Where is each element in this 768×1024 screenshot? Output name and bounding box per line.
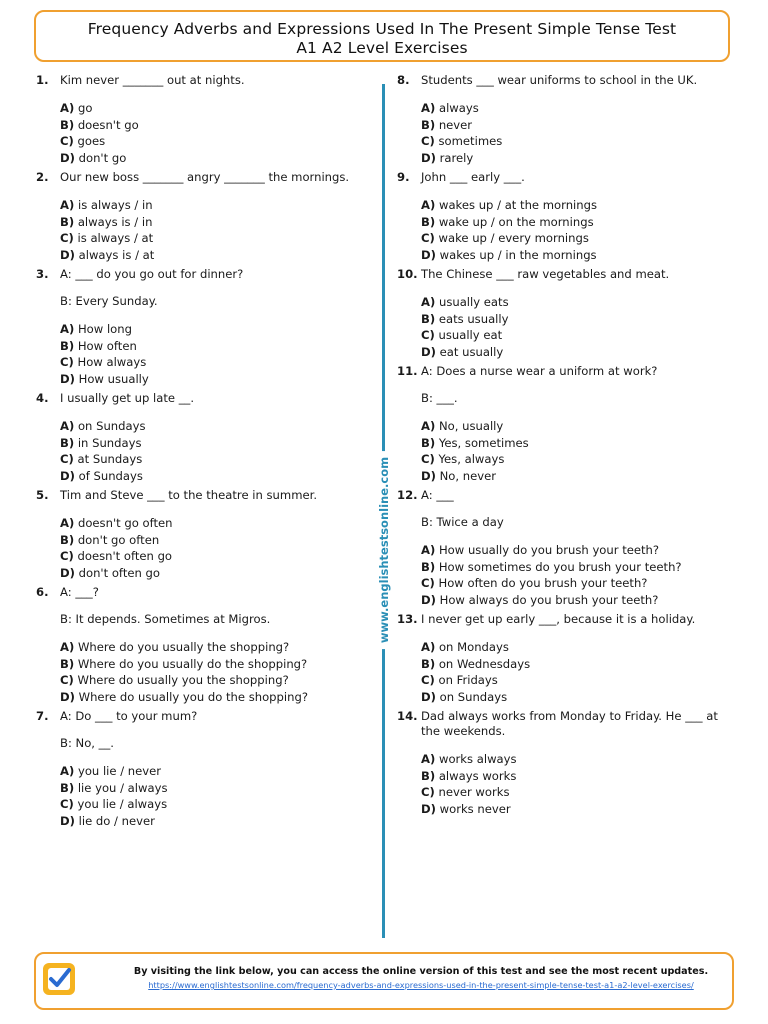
option-letter: C) <box>421 673 435 687</box>
option-letter: D) <box>421 801 436 816</box>
question-dialogue-line: B: ___. <box>421 391 458 405</box>
option-text: rarely <box>439 150 474 165</box>
answer-options <box>421 294 733 360</box>
option-text: wake up / on the mornings <box>438 214 594 229</box>
question-number: 1. <box>36 73 49 87</box>
page-title-line-1: Frequency Adverbs and Expressions Used In The Present Simple Tense Test <box>87 20 677 38</box>
question-item <box>397 170 733 263</box>
option-letter: B) <box>421 656 436 671</box>
question-number: 6. <box>36 585 49 599</box>
option-text: eats usually <box>438 311 509 326</box>
question-item <box>36 488 372 581</box>
watermark-vertical <box>372 456 396 644</box>
answer-option[interactable] <box>421 689 733 706</box>
answer-option[interactable] <box>60 230 372 247</box>
answer-option[interactable] <box>60 548 372 565</box>
answer-option[interactable] <box>60 689 372 706</box>
option-letter: A) <box>421 543 436 557</box>
question-item <box>36 267 372 387</box>
question-text: Our new boss _______ angry _______ the mornings. <box>60 170 350 184</box>
answer-option[interactable] <box>421 311 733 328</box>
option-text: always works <box>438 768 517 783</box>
answer-option[interactable] <box>60 197 372 214</box>
answer-option[interactable] <box>60 515 372 532</box>
option-letter: C) <box>421 452 435 466</box>
answer-options <box>421 197 733 263</box>
option-letter: C) <box>60 355 74 369</box>
question-dialogue-line: B: It depends. Sometimes at Migros. <box>60 612 271 626</box>
option-letter: D) <box>421 247 436 262</box>
option-letter: A) <box>60 516 75 530</box>
option-text: on Mondays <box>438 640 509 654</box>
answer-option[interactable] <box>60 451 372 468</box>
option-letter: C) <box>421 328 435 342</box>
option-letter: B) <box>421 311 436 326</box>
answer-options <box>421 542 733 608</box>
answer-option[interactable] <box>60 639 372 656</box>
option-text: doesn't go often <box>77 516 173 530</box>
question-item <box>397 267 733 360</box>
answer-option[interactable] <box>421 592 733 609</box>
question-item <box>397 364 733 484</box>
option-text: How usually <box>78 371 149 386</box>
answer-option[interactable] <box>60 247 372 264</box>
answer-option[interactable] <box>421 230 733 247</box>
page-title-line-2: A1 A2 Level Exercises <box>296 39 468 57</box>
option-text: on Sundays <box>439 689 508 704</box>
question-number: 4. <box>36 391 49 405</box>
question-dialogue-line: B: Twice a day <box>421 515 504 529</box>
question-text: A: ___ <box>421 488 454 502</box>
answer-option[interactable] <box>421 768 733 785</box>
answer-options <box>60 100 372 166</box>
option-letter: A) <box>421 198 436 212</box>
option-letter: B) <box>421 214 436 229</box>
option-letter: D) <box>421 592 436 607</box>
answer-option[interactable] <box>421 559 733 576</box>
question-text: I usually get up late __. <box>60 391 195 405</box>
option-text: on Fridays <box>438 673 498 687</box>
option-text: goes <box>77 134 106 148</box>
option-text: Yes, always <box>438 452 505 466</box>
question-item <box>36 391 372 484</box>
question-text: Tim and Steve ___ to the theatre in summer. <box>60 488 318 502</box>
answer-option[interactable] <box>60 418 372 435</box>
option-letter: B) <box>421 559 436 574</box>
option-text: works always <box>438 752 517 766</box>
option-text: Where do usually you do the shopping? <box>78 689 308 704</box>
title-box <box>34 10 730 62</box>
option-text: always is / in <box>77 214 153 229</box>
answer-option[interactable] <box>421 327 733 344</box>
answer-option[interactable] <box>421 214 733 231</box>
option-text: How sometimes do you brush your teeth? <box>438 559 682 574</box>
question-number: 14. <box>397 709 418 723</box>
option-text: sometimes <box>438 134 503 148</box>
question-text: Students ___ wear uniforms to school in the UK. <box>421 73 698 87</box>
answer-options <box>421 751 733 817</box>
answer-option[interactable] <box>421 639 733 656</box>
option-text: don't go often <box>77 532 160 547</box>
watermark-text: www.englishtestsonline.com <box>377 451 391 649</box>
option-text: always is / at <box>78 247 155 262</box>
answer-options <box>60 321 372 387</box>
option-letter: C) <box>421 231 435 245</box>
option-text: wakes up / at the mornings <box>438 198 598 212</box>
questions-column-right <box>397 73 733 821</box>
answer-option[interactable] <box>60 338 372 355</box>
answer-option[interactable] <box>60 321 372 338</box>
question-text: Kim never _______ out at nights. <box>60 73 245 87</box>
option-text: you lie / always <box>77 797 168 811</box>
option-text: Yes, sometimes <box>438 435 529 450</box>
question-item <box>397 73 733 166</box>
option-letter: A) <box>421 419 436 433</box>
option-letter: D) <box>60 150 75 165</box>
option-text: wake up / every mornings <box>438 231 589 245</box>
answer-option[interactable] <box>421 801 733 818</box>
question-text: I never get up early ___, because it is a holiday. <box>421 612 696 626</box>
option-letter: A) <box>60 322 75 336</box>
question-text: A: ___? <box>60 585 99 599</box>
question-number: 11. <box>397 364 418 378</box>
answer-option[interactable] <box>421 435 733 452</box>
question-number: 10. <box>397 267 418 281</box>
answer-option[interactable] <box>60 435 372 452</box>
option-letter: B) <box>60 338 75 353</box>
answer-option[interactable] <box>60 813 372 830</box>
option-text: Where do usually you the shopping? <box>77 673 289 687</box>
option-letter: D) <box>60 565 75 580</box>
answer-option[interactable] <box>60 150 372 167</box>
question-number: 3. <box>36 267 49 281</box>
footer-box <box>34 952 734 1010</box>
answer-option[interactable] <box>60 656 372 673</box>
question-number: 8. <box>397 73 410 87</box>
option-text: How always do you brush your teeth? <box>439 592 659 607</box>
checkbox-logo-icon <box>42 962 76 996</box>
option-text: in Sundays <box>77 435 142 450</box>
option-text: How usually do you brush your teeth? <box>438 543 660 557</box>
option-letter: A) <box>421 752 436 766</box>
question-number: 2. <box>36 170 49 184</box>
question-item <box>36 709 372 829</box>
answer-option[interactable] <box>60 117 372 134</box>
answer-option[interactable] <box>421 468 733 485</box>
option-letter: A) <box>60 640 75 654</box>
option-letter: B) <box>60 214 75 229</box>
option-text: works never <box>439 801 511 816</box>
answer-options <box>60 639 372 705</box>
option-text: eat usually <box>439 344 504 359</box>
option-letter: A) <box>421 640 436 654</box>
option-letter: A) <box>60 101 75 115</box>
answer-option[interactable] <box>60 371 372 388</box>
answer-option[interactable] <box>60 763 372 780</box>
option-letter: C) <box>60 231 74 245</box>
question-item <box>397 709 733 817</box>
option-letter: B) <box>60 117 75 132</box>
answer-option[interactable] <box>421 575 733 592</box>
question-text: A: Do ___ to your mum? <box>60 709 198 723</box>
option-letter: C) <box>60 673 74 687</box>
option-letter: C) <box>60 549 74 563</box>
option-text: How often do you brush your teeth? <box>438 576 648 590</box>
option-letter: B) <box>60 532 75 547</box>
option-text: is always / at <box>77 231 154 245</box>
option-text: of Sundays <box>78 468 143 483</box>
answer-option[interactable] <box>421 100 733 117</box>
option-text: never works <box>438 785 510 799</box>
footer-message: By visiting the link below, you can access the online version of this test and see the most recent updates. <box>133 966 709 977</box>
option-text: wakes up / in the mornings <box>439 247 597 262</box>
option-letter: A) <box>60 198 75 212</box>
option-letter: B) <box>421 435 436 450</box>
question-item <box>36 170 372 263</box>
option-letter: C) <box>60 452 74 466</box>
question-number: 13. <box>397 612 418 626</box>
option-text: at Sundays <box>77 452 143 466</box>
option-text: No, never <box>439 468 497 483</box>
option-letter: A) <box>421 101 436 115</box>
answer-option[interactable] <box>60 780 372 797</box>
option-letter: A) <box>60 419 75 433</box>
answer-option[interactable] <box>421 294 733 311</box>
answer-option[interactable] <box>421 117 733 134</box>
option-letter: C) <box>60 797 74 811</box>
question-item <box>36 585 372 705</box>
option-text: How long <box>77 322 132 336</box>
option-text: usually eats <box>438 295 509 309</box>
answer-options <box>60 197 372 263</box>
option-letter: C) <box>421 785 435 799</box>
question-number: 12. <box>397 488 418 502</box>
answer-options <box>421 639 733 705</box>
answer-option[interactable] <box>421 133 733 150</box>
option-text: doesn't go <box>77 117 139 132</box>
answer-option[interactable] <box>60 796 372 813</box>
option-letter: C) <box>60 134 74 148</box>
option-letter: D) <box>421 468 436 483</box>
option-text: on Wednesdays <box>438 656 531 671</box>
option-letter: D) <box>60 689 75 704</box>
option-text: go <box>77 101 93 115</box>
answer-options <box>60 418 372 484</box>
answer-option[interactable] <box>421 150 733 167</box>
option-letter: B) <box>421 768 436 783</box>
option-letter: D) <box>421 344 436 359</box>
option-text: lie you / always <box>77 780 168 795</box>
option-text: usually eat <box>438 328 503 342</box>
answer-option[interactable] <box>60 468 372 485</box>
question-dialogue-line: B: Every Sunday. <box>60 294 158 308</box>
option-letter: D) <box>60 247 75 262</box>
option-letter: C) <box>421 134 435 148</box>
questions-column-left <box>36 73 372 833</box>
answer-option[interactable] <box>60 214 372 231</box>
footer-link[interactable]: https://www.englishtestsonline.com/frequency-adverbs-and-expressions-used-in-the-present-simple-tense-test-a1-a2-level-exercises/ <box>148 980 694 990</box>
option-letter: A) <box>421 295 436 309</box>
option-text: you lie / never <box>77 764 162 778</box>
option-letter: B) <box>60 656 75 671</box>
question-number: 7. <box>36 709 49 723</box>
option-text: on Sundays <box>77 419 146 433</box>
option-letter: B) <box>60 435 75 450</box>
answer-options <box>421 100 733 166</box>
answer-option[interactable] <box>421 247 733 264</box>
option-text: is always / in <box>77 198 153 212</box>
option-letter: B) <box>60 780 75 795</box>
option-letter: C) <box>421 576 435 590</box>
option-text: never <box>438 117 473 132</box>
answer-options <box>421 418 733 484</box>
option-text: How always <box>77 355 147 369</box>
option-letter: D) <box>421 150 436 165</box>
answer-option[interactable] <box>421 784 733 801</box>
answer-option[interactable] <box>60 565 372 582</box>
question-item <box>36 73 372 166</box>
answer-option[interactable] <box>421 656 733 673</box>
option-letter: D) <box>60 371 75 386</box>
option-text: doesn't often go <box>77 549 173 563</box>
option-letter: A) <box>60 764 75 778</box>
question-text: A: Does a nurse wear a uniform at work? <box>421 364 658 378</box>
answer-option[interactable] <box>60 672 372 689</box>
question-item <box>397 612 733 705</box>
answer-option[interactable] <box>421 418 733 435</box>
answer-options <box>60 763 372 829</box>
question-number: 5. <box>36 488 49 502</box>
option-letter: D) <box>60 813 75 828</box>
answer-option[interactable] <box>421 751 733 768</box>
option-text: No, usually <box>438 419 504 433</box>
answer-option[interactable] <box>421 197 733 214</box>
question-item <box>397 488 733 608</box>
option-letter: D) <box>421 689 436 704</box>
answer-option[interactable] <box>60 354 372 371</box>
answer-option[interactable] <box>60 532 372 549</box>
answer-option[interactable] <box>421 344 733 361</box>
option-text: lie do / never <box>78 813 155 828</box>
option-letter: D) <box>60 468 75 483</box>
question-text: John ___ early ___. <box>421 170 525 184</box>
question-number: 9. <box>397 170 410 184</box>
answer-option[interactable] <box>421 542 733 559</box>
option-text: How often <box>77 338 137 353</box>
answer-options <box>60 515 372 581</box>
question-dialogue-line: B: No, __. <box>60 736 114 750</box>
option-text: don't go <box>78 150 127 165</box>
question-text: Dad always works from Monday to Friday. He ___ at the weekends. <box>421 709 718 738</box>
answer-option[interactable] <box>421 451 733 468</box>
question-text: The Chinese ___ raw vegetables and meat. <box>421 267 670 281</box>
option-text: Where do you usually do the shopping? <box>77 656 308 671</box>
question-text: A: ___ do you go out for dinner? <box>60 267 244 281</box>
answer-option[interactable] <box>421 672 733 689</box>
option-text: always <box>438 101 479 115</box>
answer-option[interactable] <box>60 100 372 117</box>
answer-option[interactable] <box>60 133 372 150</box>
option-text: don't often go <box>78 565 160 580</box>
option-text: Where do you usually the shopping? <box>77 640 290 654</box>
option-letter: B) <box>421 117 436 132</box>
